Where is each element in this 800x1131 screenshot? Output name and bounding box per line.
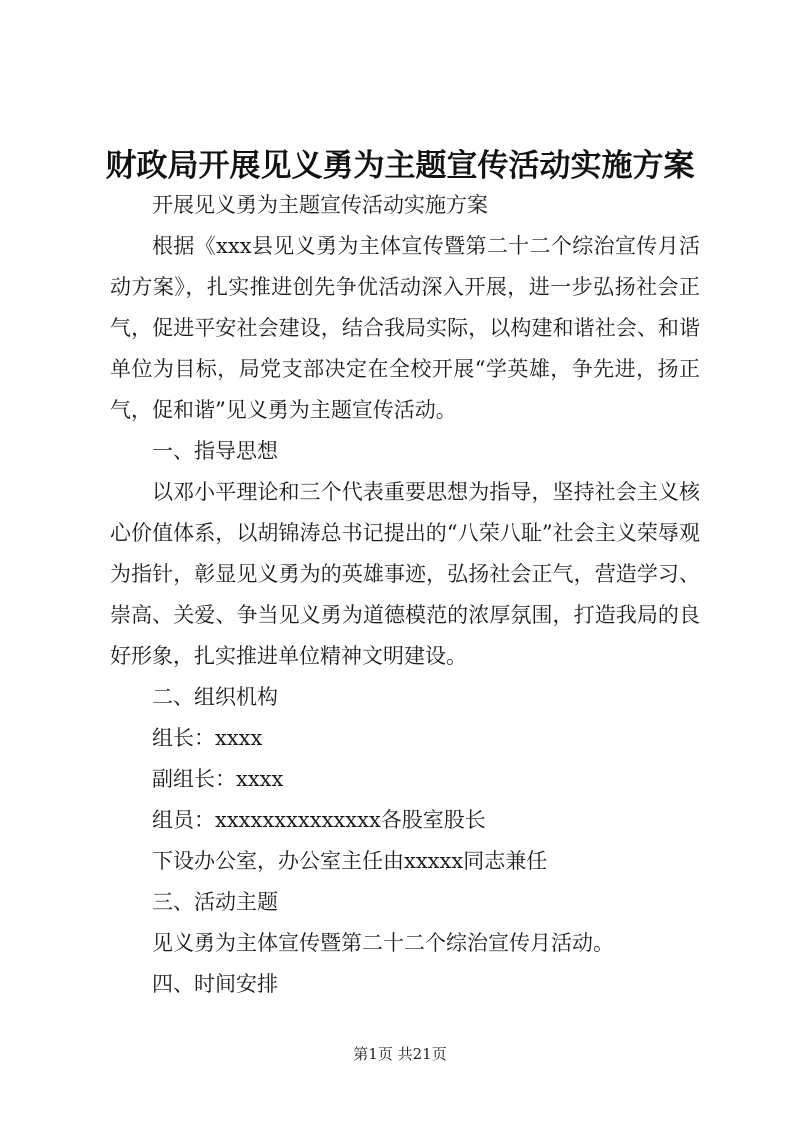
section-heading-schedule: 四、时间安排 (152, 972, 278, 996)
paragraph-office: 下设办公室，办公室主任由xxxxx同志兼任 (152, 849, 548, 873)
paragraph-theme: 见义勇为主体宣传暨第二十二个综治宣传月活动。 (152, 931, 614, 955)
paragraph-intro: 根据《xxx县见义勇为主体宣传暨第二十二个综治宣传月活动方案》，扎实推进创先争优活动深入开展，进一步弘扬社会正气，促进平安社会建设，结合我局实际，以构建和谐社会、和谐单位为目标，局党支部决定在全校开展“学英雄，争先进，扬正气，促和谐”见义勇为主题宣传活动。 (110, 234, 700, 422)
section-heading-guiding-thought: 一、指导思想 (152, 439, 278, 463)
document-title: 财政局开展见义勇为主题宣传活动实施方案 (105, 148, 695, 184)
paragraph-members: 组员：xxxxxxxxxxxxxx各股室股长 (152, 808, 486, 832)
paragraph-group-leader: 组长：xxxx (152, 726, 263, 750)
section-heading-organization: 二、组织机构 (152, 685, 278, 709)
paragraph-subtitle: 开展见义勇为主题宣传活动实施方案 (152, 193, 488, 217)
page-number-footer: 第1页 共21页 (353, 1045, 447, 1063)
paragraph-guiding-thought: 以邓小平理论和三个代表重要思想为指导，坚持社会主义核心价值体系，以胡锦涛总书记提出的“八荣八耻”社会主义荣辱观为指针，彰显见义勇为的英雄事迹，弘扬社会正气，营造学习、崇高、关爱、争当见义勇为道德模范的浓厚氛围，打造我局的良好形象，扎实推进单位精神文明建设。 (110, 480, 700, 668)
paragraph-deputy-leader: 副组长：xxxx (152, 767, 284, 791)
document-body (110, 185, 700, 1005)
section-heading-theme: 三、活动主题 (152, 890, 278, 914)
